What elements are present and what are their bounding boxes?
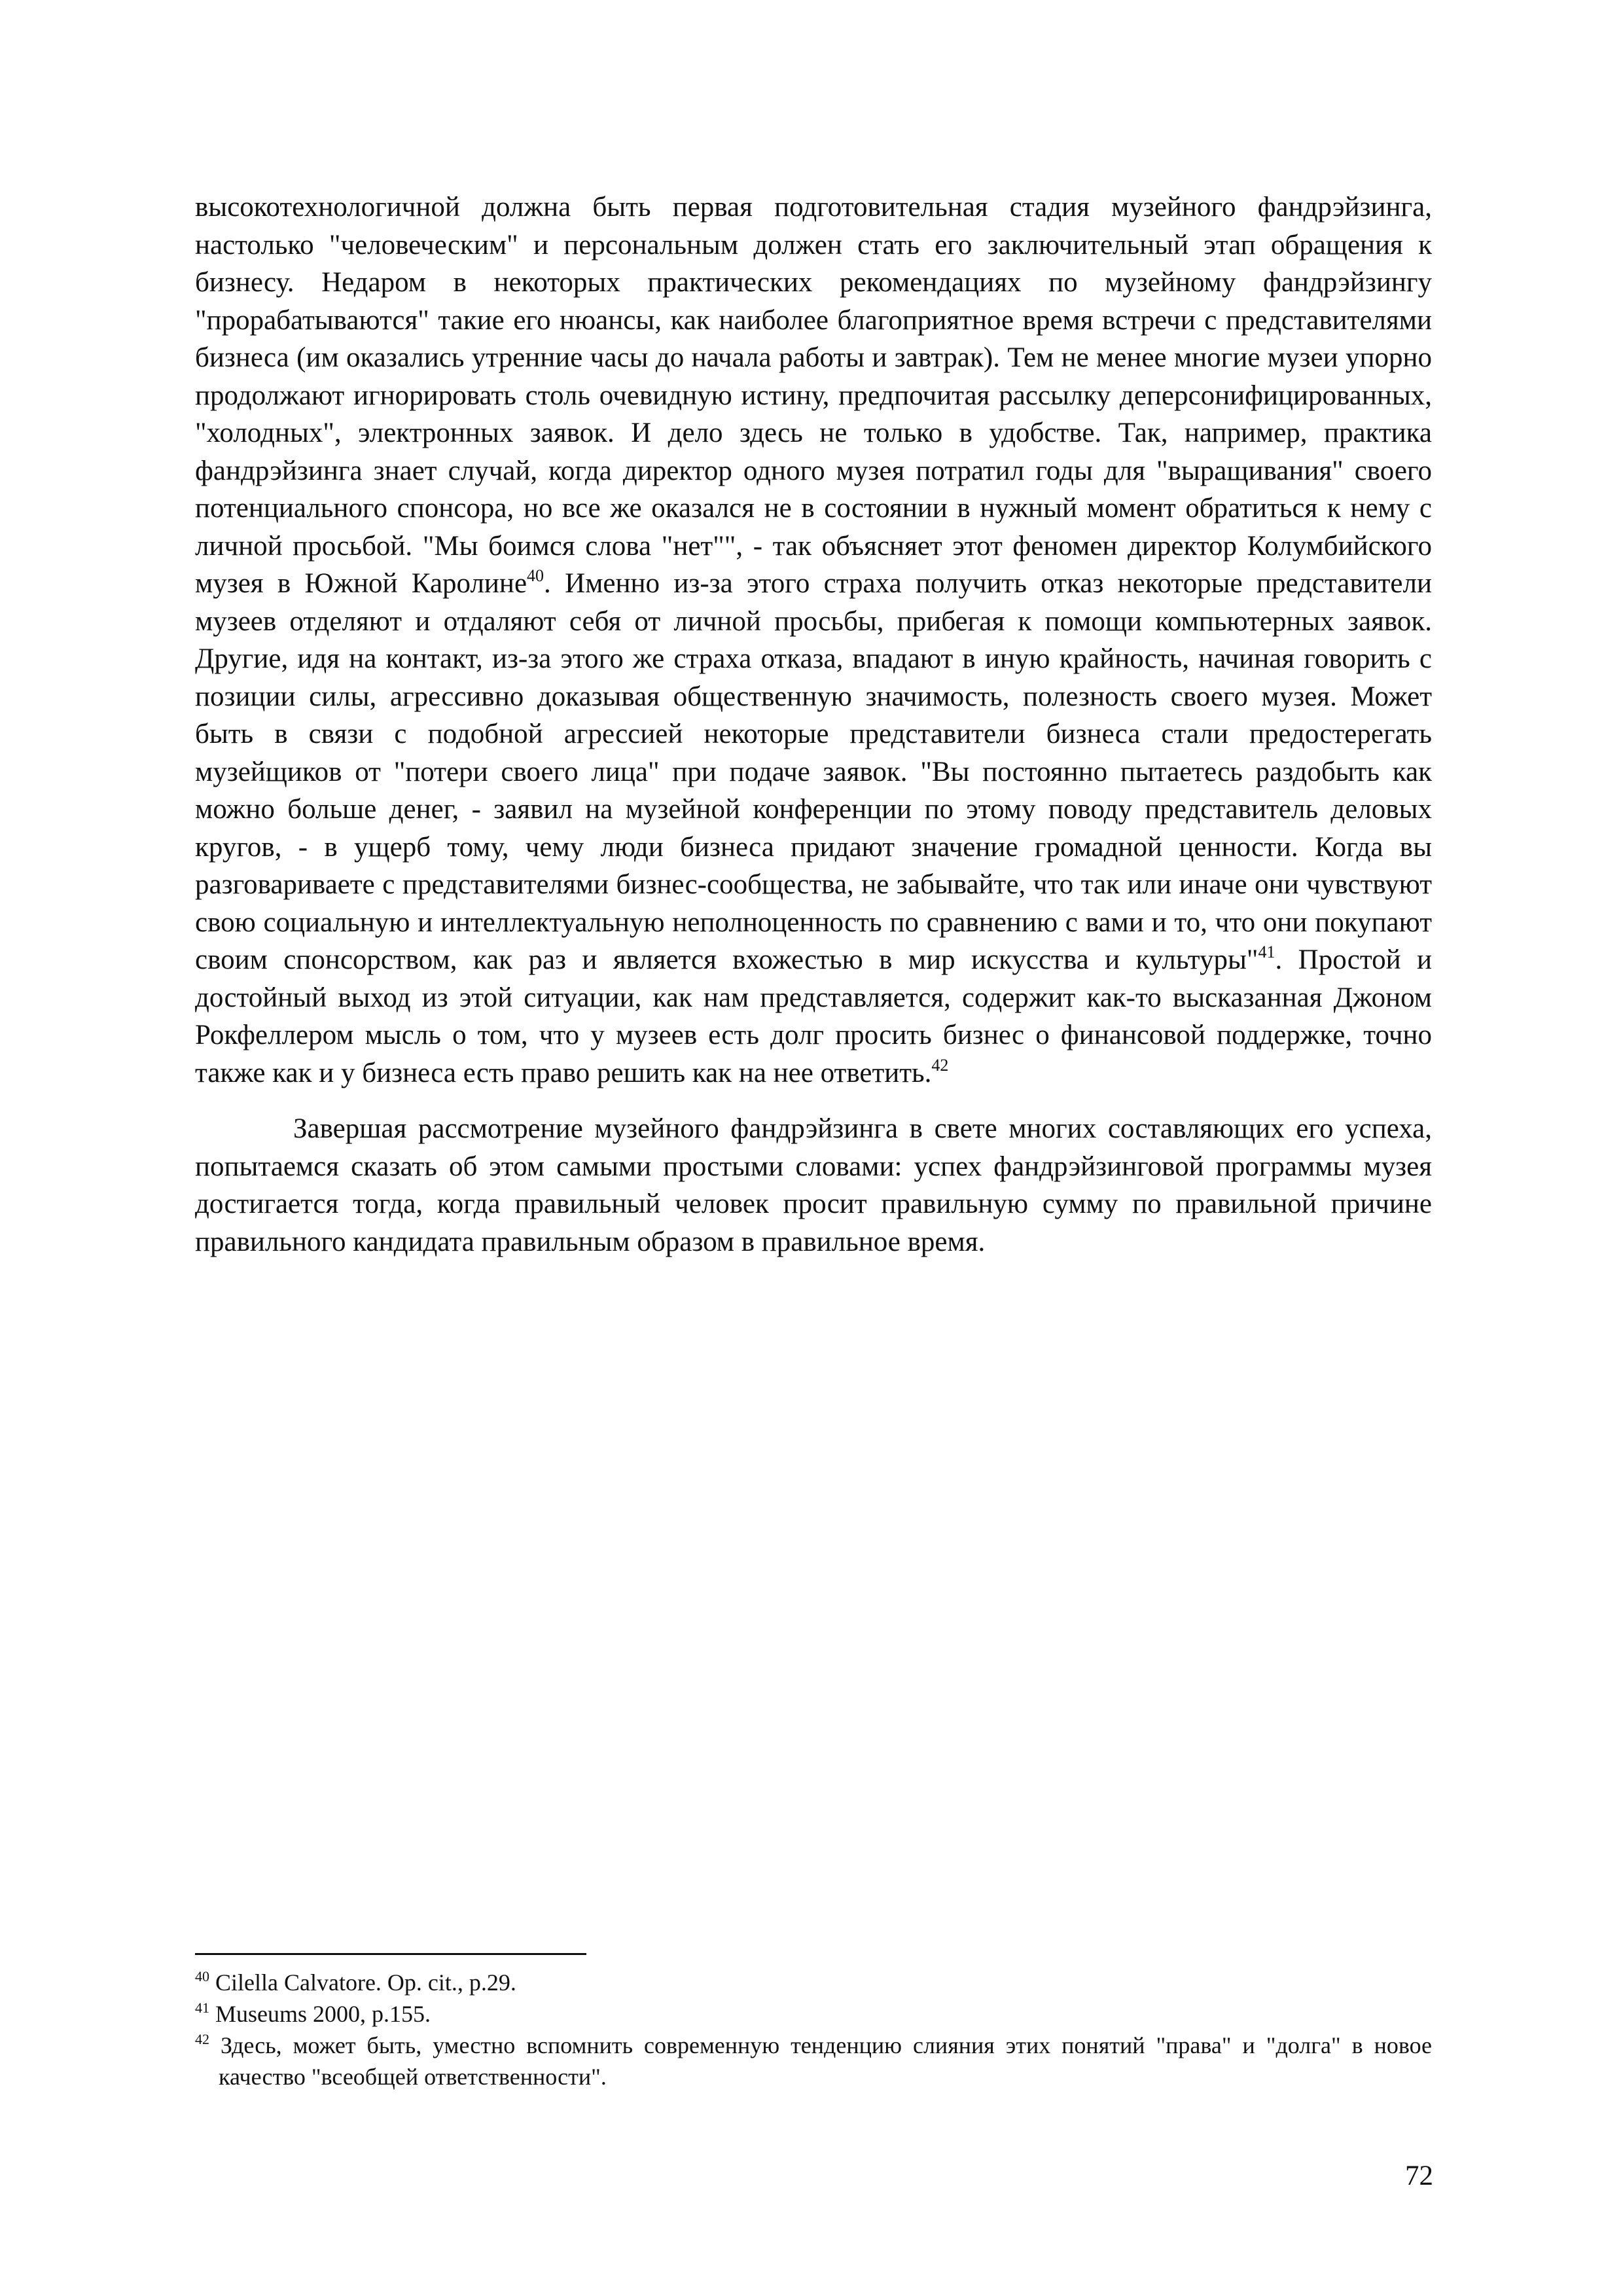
footnote-ref-42: 42 <box>931 1055 949 1075</box>
footnote-text: Cilella Calvatore. Op. cit., p.29. <box>215 1969 516 1996</box>
paragraph-2: Завершая рассмотрение музейного фандрэйзинга в свете многих составляющих его успеха, попытаемся сказать об этом самыми простыми словами: успех фандрэйзинговой программы музея достигается тогда, когда правильный человек просит правильную сумму по правильной причине правильного кандидата правильным образом в правильное время. <box>195 1113 1432 1257</box>
paragraph-1-part-1: высокотехнологичной должна быть первая подготовительная стадия музейного фандрэйзинга, настолько "человеческим" и персональным должен стать его заключительный этап обращения к бизнесу. Недаром в некоторых практических рекомендациях по музейному фандрэйзингу "прорабатываются" такие его нюансы, как наиболее благоприятное время встречи с представителями бизнеса (им оказались утренние часы до начала работы и завтрак). Тем не менее многие музеи упорно продолжают игнорировать столь очевидную истину, предпочитая рассылку деперсонифицированных, "холодных", электронных заявок. И дело здесь не только в удобстве. Так, например, практика фандрэйзинга знает случай, когда директор одного музея потратил годы для "выращивания" своего потенциального спонсора, но все же оказался не в состоянии в нужный момент обратиться к нему с личной просьбой. "Мы боимся слова "нет"", - так объясняет этот феномен директор Колумбийского музея в Южной Каролине <box>195 192 1432 599</box>
footnotes <box>195 1967 1432 2092</box>
paragraph-1 <box>195 188 1432 1092</box>
paragraph-1-part-3: . Простой и достойный выход из этой ситуации, как нам представляется, содержит как-то высказанная Джоном Рокфеллером мысль о том, что у музеев есть долг просить бизнес о финансовой поддержке, точно также как и у бизнеса есть право решить как на нее ответить. <box>195 944 1432 1088</box>
footnote-40 <box>195 1967 1432 1998</box>
footnote-text: Museums 2000, p.155. <box>215 2001 431 2027</box>
page-number: 72 <box>1405 2161 1433 2191</box>
footnote-41 <box>195 1998 1432 2030</box>
footnote-number: 40 <box>195 1968 209 1984</box>
footnote-ref-41: 41 <box>1258 942 1275 961</box>
footnote-separator <box>195 1953 586 1955</box>
footnote-42 <box>195 2030 1432 2092</box>
footnote-number: 41 <box>195 2000 209 2016</box>
paragraph-1-part-2: . Именно из-за этого страха получить отказ некоторые представители музеев отделяют и отдаляют себя от личной просьбы, прибегая к помощи компьютерных заявок. Другие, идя на контакт, из-за этого же страха отказа, впадают в иную крайность, начиная говорить с позиции силы, агрессивно доказывая общественную значимость, полезность своего музея. Может быть в связи с подобной агрессией некоторые представители бизнеса стали предостерегать музейщиков от "потери своего лица" при подаче заявок. "Вы постоянно пытаетесь раздобыть как можно больше денег, - заявил на музейной конференции по этому поводу представитель деловых кругов, - в ущерб тому, чему люди бизнеса придают значение громадной ценности. Когда вы разговариваете с представителями бизнес-сообщества, не забывайте, что так или иначе они чувствуют свою социальную и интеллектуальную неполноценность по сравнению с вами и то, что они покупают своим спонсорством, как раз и является вхожестью в мир искусства и культуры" <box>195 568 1432 975</box>
footnote-number: 42 <box>195 2031 209 2047</box>
body-text <box>195 188 1432 1261</box>
footnote-text: Здесь, может быть, уместно вспомнить современную тенденцию слияния этих понятий "права" и "долга" в новое качество "всеобщей ответственности". <box>219 2032 1433 2090</box>
footnote-ref-40: 40 <box>527 566 544 585</box>
